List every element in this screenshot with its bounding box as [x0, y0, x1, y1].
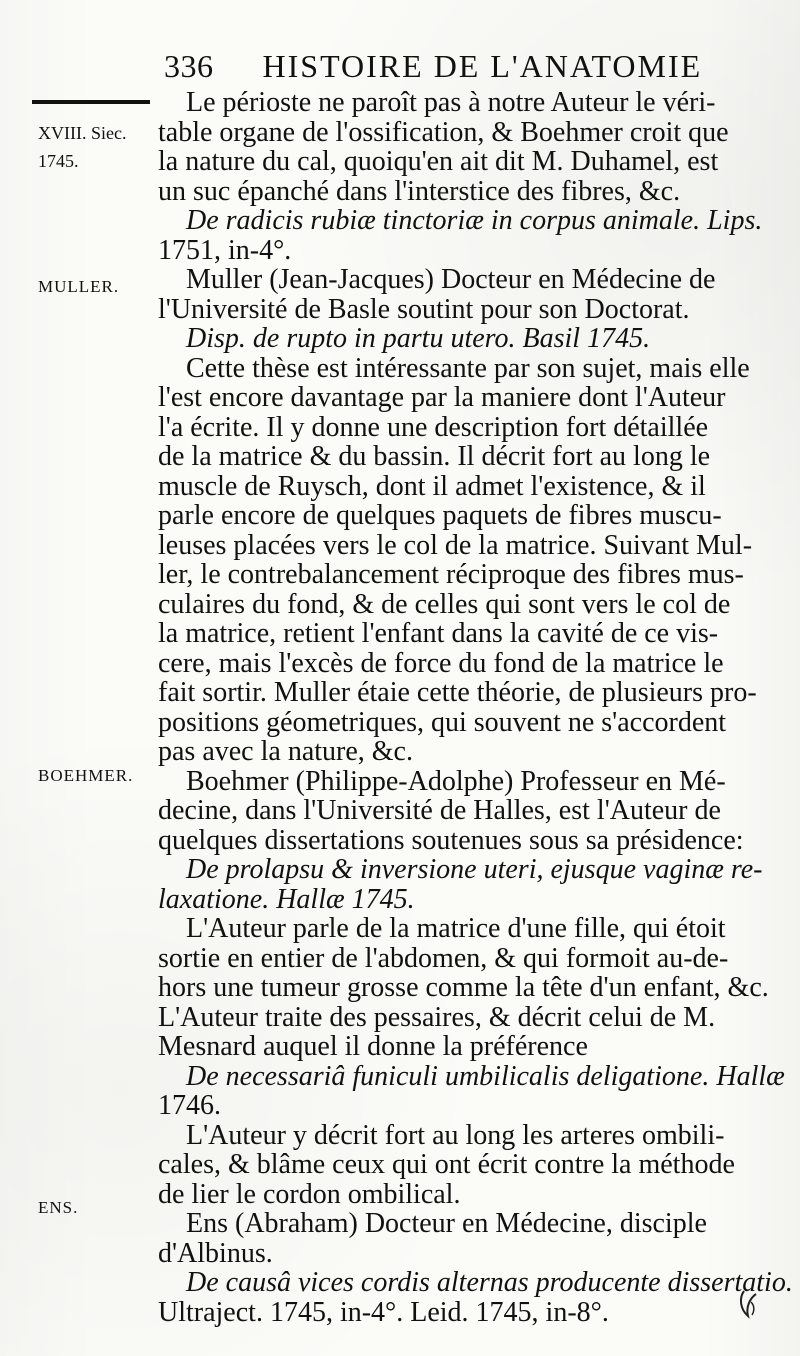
text-line: la matrice, retient l'enfant dans la cavité de ce vis-	[158, 618, 719, 649]
text-line: L'Auteur y décrit fort au long les arteres ombili-	[186, 1119, 725, 1151]
text-line: Mesnard auquel il donne la préférence	[158, 1031, 588, 1062]
citation-line: Disp. de rupto in partu utero. Basil 1745.	[186, 323, 651, 354]
text-line: parle encore de quelques paquets de fibres muscu-	[158, 500, 722, 531]
text-line: cales, & blâme ceux qui ont écrit contre la méthode	[158, 1149, 735, 1180]
margin-author-ens: ENS.	[38, 1198, 79, 1217]
citation-line: 1746.	[158, 1090, 221, 1121]
text-line: cere, mais l'excès de force du fond de la matrice le	[158, 647, 724, 679]
running-head	[164, 48, 703, 84]
text-line: table organe de l'ossification, & Boehmer croit que	[158, 116, 729, 148]
citation-line: De prolapsu & inversione uteri, ejusque vaginæ re-	[186, 854, 763, 885]
text-line: un suc épanché dans l'interstice des fibres, &c.	[158, 175, 681, 207]
text-line: decine, dans l'Université de Halles, est l'Auteur de	[158, 795, 721, 826]
margin-century: XVIII. Siec.	[38, 123, 127, 143]
text-line: L'Auteur traite des pessaires, & décrit celui de M.	[158, 1001, 716, 1033]
text-line: Boehmer (Philippe-Adolphe) Professeur en Mé-	[186, 765, 726, 797]
text-line: pas avec la nature, &c.	[158, 736, 413, 767]
ornamental-mark-icon	[736, 1288, 762, 1320]
text-line: Ens (Abraham) Docteur en Médecine, disciple	[186, 1208, 707, 1239]
text-line: la nature du cal, quoiqu'en ait dit M. Duhamel, est	[158, 146, 719, 177]
margin-author-muller: MULLER.	[38, 277, 120, 296]
text-line: culaires du fond, & de celles qui sont vers le col de	[158, 588, 731, 620]
text-line: sortie en entier de l'abdomen, & qui formoit au-de-	[158, 942, 729, 974]
main-text-block	[158, 87, 793, 1328]
citation-line: laxatione. Hallæ 1745.	[158, 883, 415, 915]
text-line: de lier le cordon ombilical.	[158, 1178, 461, 1210]
text-line: l'a écrite. Il y donne une description fort détaillée	[158, 411, 709, 443]
citation-line: 1751, in-4°.	[158, 234, 292, 266]
text-line: fait sortir. Muller étaie cette théorie, de plusieurs pro-	[158, 677, 757, 708]
text-line: de la matrice & du bassin. Il décrit fort au long le	[158, 441, 711, 472]
text-line: muscle de Ruysch, dont il admet l'existence, & il	[158, 470, 706, 502]
citation-line: De radicis rubiæ tinctoriæ in corpus animale. Lips.	[186, 205, 763, 236]
text-line: L'Auteur parle de la matrice d'une fille, qui étoit	[186, 913, 726, 944]
page-title: HISTOIRE DE L'ANATOMIE	[262, 48, 703, 84]
text-line: d'Albinus.	[158, 1237, 273, 1269]
text-line: l'Université de Basle soutint pour son Doctorat.	[158, 293, 690, 325]
text-line: ler, le contrebalancement réciproque des fibres mus-	[158, 559, 744, 590]
citation-line: De causâ vices cordis alternas producente dissertatio.	[186, 1267, 793, 1298]
text-line: Le périoste ne paroît pas à notre Auteur le véri-	[186, 87, 716, 118]
citation-line: Ultraject. 1745, in-4°. Leid. 1745, in-8°.	[158, 1296, 609, 1328]
section-rule	[32, 100, 150, 104]
text-line: positions géometriques, qui souvent ne s'accordent	[158, 706, 727, 738]
citation-line: De necessariâ funiculi umbilicalis deligatione. Hallæ	[186, 1060, 785, 1092]
text-line: Cette thèse est intéressante par son sujet, mais elle	[186, 352, 750, 384]
text-line: l'est encore davantage par la maniere dont l'Auteur	[158, 382, 726, 413]
margin-author-boehmer: BOEHMER.	[38, 766, 134, 785]
page-number: 336	[164, 48, 214, 84]
text-line: Muller (Jean-Jacques) Docteur en Médecine de	[186, 264, 716, 295]
text-line: leuses placées vers le col de la matrice. Suivant Mul-	[158, 529, 753, 561]
text-line: quelques dissertations soutenues sous sa présidence:	[158, 824, 744, 856]
text-line: hors une tumeur grosse comme la tête d'un enfant, &c.	[158, 972, 769, 1003]
margin-year: 1745.	[38, 151, 79, 171]
